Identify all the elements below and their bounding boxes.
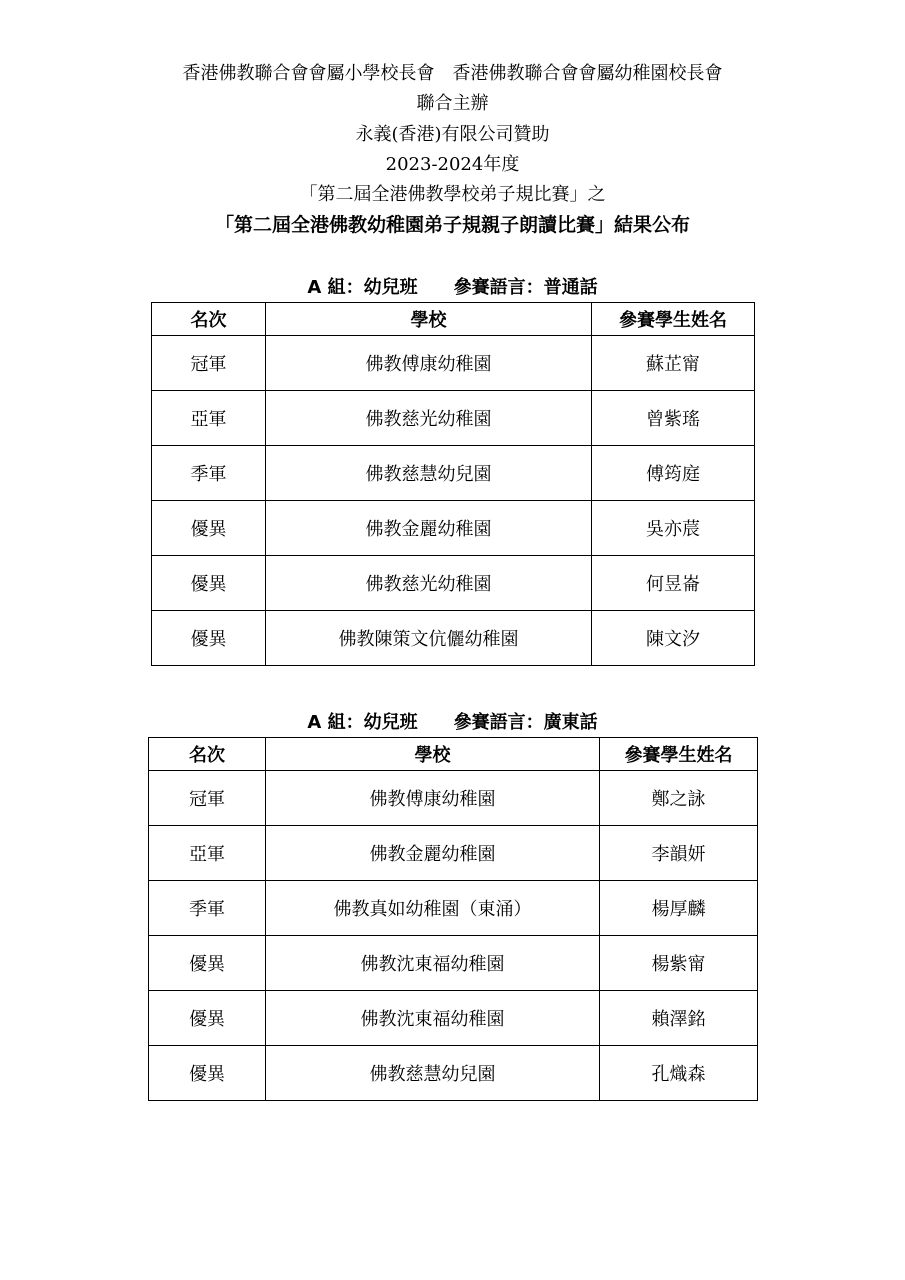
school-cell: 佛教沈東福幼稚園 (266, 936, 600, 991)
student-cell: 吳亦莀 (592, 501, 755, 556)
student-cell: 何昱崙 (592, 556, 755, 611)
student-cell: 楊厚麟 (600, 881, 758, 936)
student-cell: 曾紫瑤 (592, 391, 755, 446)
column-header-student: 參賽學生姓名 (600, 738, 758, 771)
table-row (152, 336, 755, 391)
rank-cell: 冠軍 (152, 336, 266, 391)
table-row (152, 391, 755, 446)
table-row (149, 991, 758, 1046)
student-cell: 傅筠庭 (592, 446, 755, 501)
column-header-rank: 名次 (152, 303, 266, 336)
student-cell: 陳文汐 (592, 611, 755, 666)
rank-cell: 優異 (149, 1046, 266, 1101)
rank-cell: 優異 (149, 991, 266, 1046)
document-title: 「第二屆全港佛教幼稚園弟子規親子朗讀比賽」結果公布 (214, 214, 690, 236)
rank-cell: 優異 (152, 611, 266, 666)
rank-cell: 亞軍 (152, 391, 266, 446)
table-row (149, 1046, 758, 1101)
table-row (149, 771, 758, 826)
table-row (149, 826, 758, 881)
group-title-cantonese: A 組：幼兒班 參賽語言：廣東話 (307, 712, 598, 733)
column-header-student: 參賽學生姓名 (592, 303, 755, 336)
school-cell: 佛教沈東福幼稚園 (266, 991, 600, 1046)
school-cell: 佛教金麗幼稚園 (266, 501, 592, 556)
student-cell: 李韻妍 (600, 826, 758, 881)
table-header-row (149, 738, 758, 771)
results-table-putonghua (151, 302, 755, 666)
table-row (152, 611, 755, 666)
school-year-line: 2023-2024年度 (385, 154, 520, 175)
school-cell: 佛教慈慧幼兒園 (266, 1046, 600, 1101)
table-row (149, 881, 758, 936)
column-header-school: 學校 (266, 738, 600, 771)
table-row (149, 936, 758, 991)
table-row (152, 446, 755, 501)
table-header-row (152, 303, 755, 336)
student-cell: 蘇芷甯 (592, 336, 755, 391)
group-title-putonghua: A 組：幼兒班 參賽語言：普通話 (307, 277, 598, 298)
rank-cell: 季軍 (152, 446, 266, 501)
school-cell: 佛教真如幼稚園（東涌） (266, 881, 600, 936)
organizers-line: 香港佛教聯合會會屬小學校長會 香港佛教聯合會會屬幼稚園校長會 (182, 63, 723, 84)
sponsor-line: 永義(香港)有限公司贊助 (355, 124, 550, 145)
school-cell: 佛教金麗幼稚園 (266, 826, 600, 881)
school-cell: 佛教陳策文伉儷幼稚園 (266, 611, 592, 666)
school-cell: 佛教慈光幼稚園 (266, 391, 592, 446)
results-table-cantonese (148, 737, 758, 1101)
competition-line: 「第二屆全港佛教學校弟子規比賽」之 (299, 184, 606, 205)
student-cell: 鄭之詠 (600, 771, 758, 826)
school-cell: 佛教慈慧幼兒園 (266, 446, 592, 501)
student-cell: 楊紫甯 (600, 936, 758, 991)
school-cell: 佛教慈光幼稚園 (266, 556, 592, 611)
rank-cell: 優異 (149, 936, 266, 991)
rank-cell: 亞軍 (149, 826, 266, 881)
table-row (152, 556, 755, 611)
student-cell: 賴澤銘 (600, 991, 758, 1046)
rank-cell: 冠軍 (149, 771, 266, 826)
rank-cell: 季軍 (149, 881, 266, 936)
rank-cell: 優異 (152, 556, 266, 611)
school-cell: 佛教傅康幼稚園 (266, 336, 592, 391)
rank-cell: 優異 (152, 501, 266, 556)
school-cell: 佛教傅康幼稚園 (266, 771, 600, 826)
table-row (152, 501, 755, 556)
column-header-school: 學校 (266, 303, 592, 336)
student-cell: 孔熾森 (600, 1046, 758, 1101)
co-organized-line: 聯合主辦 (416, 93, 489, 114)
column-header-rank: 名次 (149, 738, 266, 771)
